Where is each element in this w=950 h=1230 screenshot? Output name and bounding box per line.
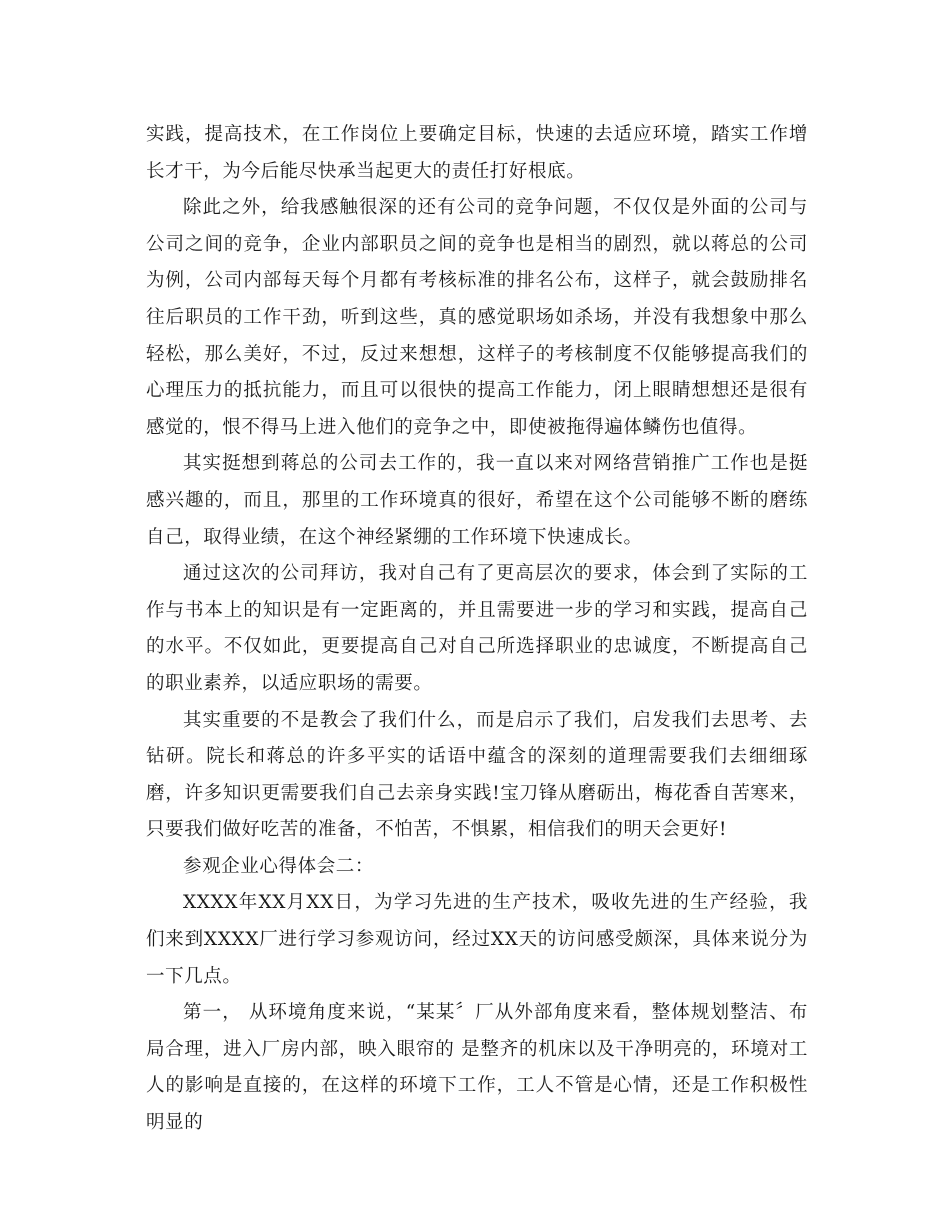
paragraph-6: XXXX年XX月XX日，为学习先进的生产技术，吸收先进的生产经验，我们来到XXXX厂进行学习参观访问，经过XX天的访问感受颇深，具体来说分为一下几点。 — [146, 892, 808, 987]
paragraph-2: 除此之外，给我感触很深的还有公司的竞争问题，不仅仅是外面的公司与公司之间的竞争，企业内部职员之间的竞争也是相当的剧烈，就以蒋总的公司为例，公司内部每天每个月都有考核标准的排名公布，这样子，就会鼓励排名往后职员的工作干劲，听到这些，真的感觉职场如杀场，并没有我想象中那么轻松，那么美好，不过，反过来想想，这样子的考核制度不仅能够提高我们的心理压力的抵抗能力，而且可以很快的提高工作能力，闭上眼睛想想还是很有感觉的，恨不得马上进入他们的竞争之中，即使被拖得遍体鳞伤也值得。 — [146, 197, 808, 438]
paragraph-4: 通过这次的公司拜访，我对自己有了更高层次的要求，体会到了实际的工作与书本上的知识是有一定距离的，并且需要进一步的学习和实践，提高自己的水平。不仅如此，更要提高自己对自己所选择职业的忠诚度，不断提高自己的职业素养，以适应职场的需要。 — [146, 563, 808, 694]
paragraph-7: 第一， 从环境角度来说，“某某〞厂从外部角度来看，整体规划整洁、布局合理，进入厂房内部，映入眼帘的 是整齐的机床以及干净明亮的，环境对工人的影响是直接的，在这样的环境下工作，工人不管是心情，还是工作积极性明显的 — [146, 1002, 808, 1134]
paragraph-3: 其实挺想到蒋总的公司去工作的，我一直以来对网络营销推广工作也是挺感兴趣的，而且，那里的工作环境真的很好，希望在这个公司能够不断的磨练自己，取得业绩，在这个神经紧绷的工作环境下快速成长。 — [146, 453, 808, 548]
section-heading: 参观企业心得体会二： — [183, 855, 375, 877]
paragraph-5: 其实重要的不是教会了我们什么，而是启示了我们，启发我们去思考、去钻研。院长和蒋总的许多平实的话语中蕴含的深刻的道理需要我们去细细琢磨，许多知识更需要我们自己去亲身实践!宝刀锋从磨砺出，梅花香自苦寒来，只要我们做好吃苦的准备，不怕苦，不惧累，相信我们的明天会更好! — [146, 709, 808, 841]
document-page — [146, 117, 808, 1142]
paragraph-1: 实践，提高技术，在工作岗位上要确定目标，快速的去适应环境，踏实工作增长才干，为今后能尽快承当起更大的责任打好根底。 — [146, 124, 808, 182]
